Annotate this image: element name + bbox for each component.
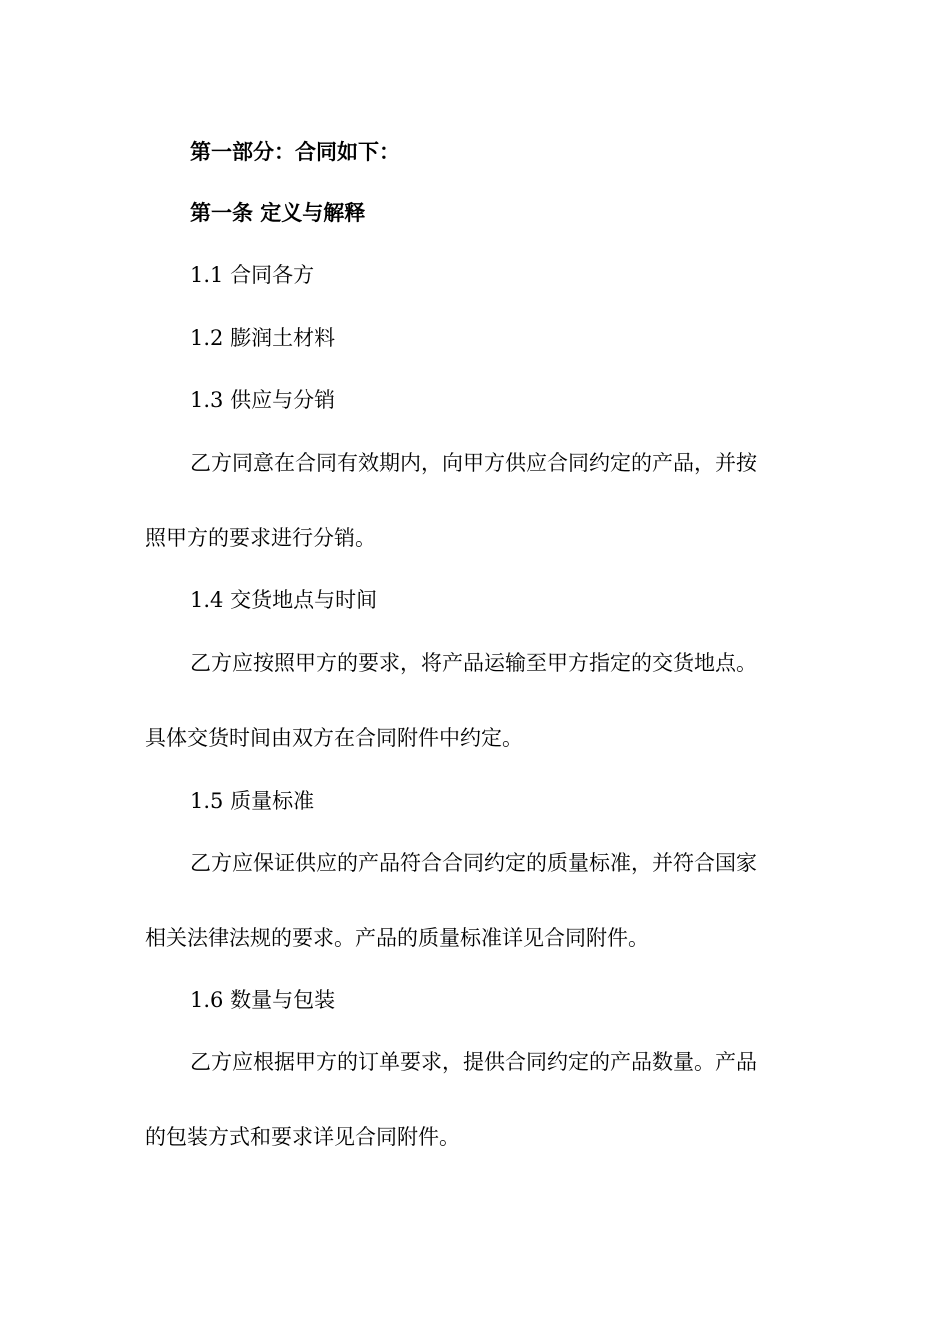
section-1-6-body-line-2: 的包装方式和要求详见合同附件。 [145,1125,460,1149]
section-1-4-body-line-1: 乙方应按照甲方的要求，将产品运输至甲方指定的交货地点。 [190,651,757,675]
section-heading-1-4: 1.4 交货地点与时间 [190,588,378,612]
section-1-4-body-line-2: 具体交货时间由双方在合同附件中约定。 [145,726,523,750]
section-heading-1-3: 1.3 供应与分销 [190,388,336,412]
section-1-3-body-line-2: 照甲方的要求进行分销。 [145,526,376,550]
article-heading: 第一条 定义与解释 [190,201,366,225]
section-1-5-body-line-1: 乙方应保证供应的产品符合合同约定的质量标准，并符合国家 [190,851,757,875]
section-1-6-body-line-1: 乙方应根据甲方的订单要求，提供合同约定的产品数量。产品 [190,1050,757,1074]
section-1-3-body-line-1: 乙方同意在合同有效期内，向甲方供应合同约定的产品，并按 [190,451,757,475]
section-heading-1-2: 1.2 膨润土材料 [190,326,336,350]
section-1-5-body-line-2: 相关法律法规的要求。产品的质量标准详见合同附件。 [145,926,649,950]
section-heading-1-6: 1.6 数量与包装 [190,988,336,1012]
section-heading-1-5: 1.5 质量标准 [190,789,315,813]
part-heading: 第一部分：合同如下： [190,140,400,164]
section-heading-1-1: 1.1 合同各方 [190,263,315,287]
